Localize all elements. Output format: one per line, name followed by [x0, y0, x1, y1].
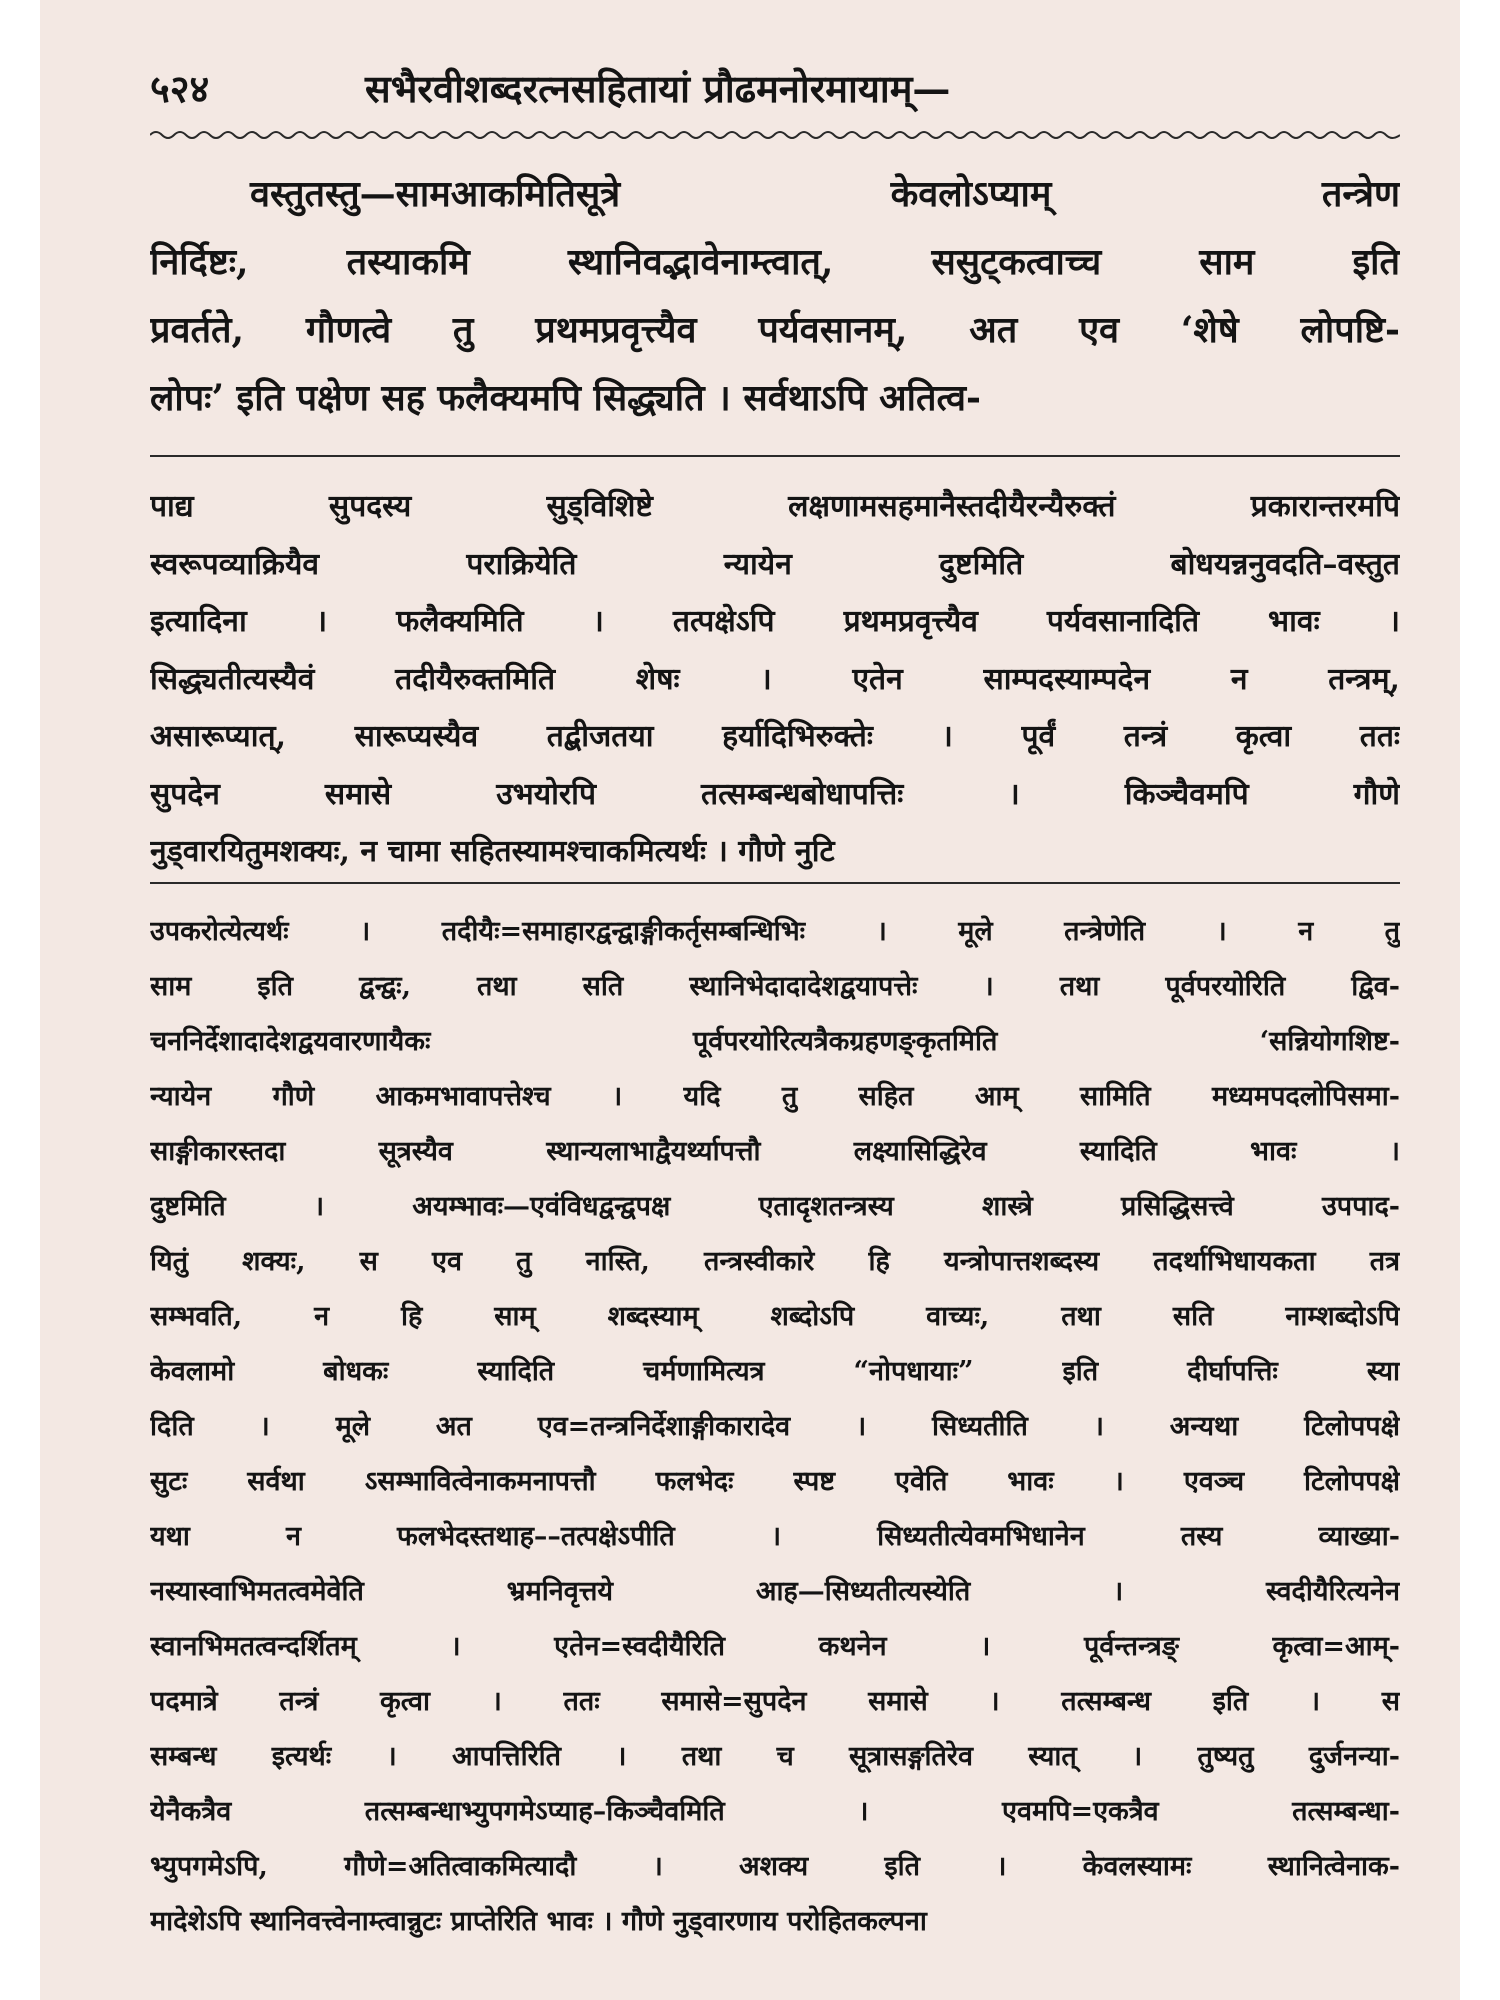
running-title: सभैरवीशब्दरत्नसहितायां प्रौढमनोरमायाम्— — [365, 66, 951, 111]
commentary-2-line: सम्भवति, न हि साम् शब्दस्याम् शब्दोऽपि वाच्यः, तथा सति नाम्शब्दोऽपि — [150, 1301, 1400, 1332]
commentary-1-line: पाद्य सुपदस्य सुड्विशिष्टे लक्षणामसहमानैस्तदीयैरन्यैरुक्तं प्रकारान्तरमपि — [150, 489, 1400, 524]
commentary-2-line: चननिर्देशादादेशद्वयवारणायैकः पूर्वपरयोरित्यत्रैकग्रहणङ्कृतमिति ‘सन्नियोगशिष्ट- — [150, 1026, 1400, 1057]
main-text-line: वस्तुतस्तु—सामआकमितिसूत्रे केवलोऽप्याम् तन्त्रेण — [250, 173, 1400, 215]
commentary-2-line: मादेशेऽपि स्थानिवत्त्वेनाम्त्वान्नुटः प्राप्तेरिति भावः । गौणे नुड्वारणाय परोहितकल्पना — [150, 1906, 927, 1937]
page-header — [150, 62, 1400, 122]
commentary-1-line: स्वरूपव्याक्रियैव पराक्रियेति न्यायेन दुष्टमिति बोधयन्ननुवदति–वस्तुत — [150, 546, 1400, 582]
commentary-2-line: न्यायेन गौणे आकमभावापत्तेश्च । यदि तु सहित आम् सामिति मध्यमपदलोपिसमा- — [150, 1081, 1400, 1112]
commentary-1-line: असारूप्यात्, सारूप्यस्यैव तद्बीजतया हर्यादिभिरुक्तेः । पूर्वं तन्त्रं कृत्वा ततः — [150, 719, 1400, 754]
book-page — [40, 0, 1460, 2000]
wavy-divider — [150, 128, 1400, 142]
commentary-2-line: स्वानभिमतत्वन्दर्शितम् । एतेन=स्वदीयैरिति कथनेन । पूर्वन्तन्त्रङ् कृत्वा=आम्- — [150, 1631, 1400, 1662]
commentary-1-line: सुपदेन समासे उभयोरपि तत्सम्बन्धबोधापत्तिः । किञ्चैवमपि गौणे — [150, 776, 1400, 812]
commentary-block-2 — [150, 904, 1400, 1949]
commentary-1-line: इत्यादिना । फलैक्यमिति । तत्पक्षेऽपि प्रथमप्रवृत्त्यैव पर्यवसानादिति भावः । — [150, 604, 1400, 639]
commentary-2-line: सुटः सर्वथा ऽसम्भावित्वेनाकमनापत्तौ फलभेदः स्पष्ट एवेति भावः । एवञ्च टिलोपपक्षे — [150, 1466, 1400, 1497]
section-divider — [150, 882, 1400, 884]
commentary-2-line: सम्बन्ध इत्यर्थः । आपत्तिरिति । तथा च सूत्रासङ्गतिरेव स्यात् । तुष्यतु दुर्जनन्या- — [150, 1741, 1400, 1772]
commentary-2-line: पदमात्रे तन्त्रं कृत्वा । ततः समासे=सुपदेन समासे । तत्सम्बन्ध इति । स — [150, 1686, 1400, 1717]
commentary-2-line: दुष्टमिति । अयम्भावः—एवंविधद्वन्द्वपक्ष एतादृशतन्त्रस्य शास्त्रे प्रसिद्धिसत्त्वे उपपाद- — [150, 1191, 1400, 1222]
main-text-line: निर्दिष्टः, तस्याकमि स्थानिवद्भावेनाम्त्वात्, ससुट्कत्वाच्च साम इति — [150, 241, 1400, 283]
commentary-2-line: साङ्गीकारस्तदा सूत्रस्यैव स्थान्यलाभाद्वैयर्थ्यापत्तौ लक्ष्यासिद्धिरेव स्यादिति भावः । — [150, 1136, 1400, 1167]
commentary-2-line: उपकरोत्येत्यर्थः । तदीयैः=समाहारद्वन्द्वाङ्गीकर्तृसम्बन्धिभिः । मूले तन्त्रेणेति । न तु — [150, 916, 1400, 947]
commentary-1-line: सिद्ध्यतीत्यस्यैवं तदीयैरुक्तमिति शेषः । एतेन साम्पदस्याम्पदेन न तन्त्रम्, — [150, 661, 1400, 697]
main-text — [150, 160, 1400, 432]
commentary-2-line: केवलामो बोधकः स्यादिति चर्मणामित्यत्र “नोपधायाः” इति दीर्घापत्तिः स्या — [150, 1356, 1400, 1387]
main-text-line: प्रवर्तते, गौणत्वे तु प्रथमप्रवृत्त्यैव पर्यवसानम्, अत एव ‘शेषे लोपष्टि- — [150, 309, 1400, 351]
commentary-2-line: दिति । मूले अत एव=तन्त्रनिर्देशाङ्गीकारादेव । सिध्यतीति । अन्यथा टिलोपपक्षे — [150, 1411, 1400, 1442]
commentary-2-line: येनैकत्रैव तत्सम्बन्धाभ्युपगमेऽप्याह–किञ्चैवमिति । एवमपि=एकत्रैव तत्सम्बन्धा- — [150, 1796, 1400, 1827]
commentary-2-line: यथा न फलभेदस्तथाह––तत्पक्षेऽपीति । सिध्यतीत्येवमभिधानेन तस्य व्याख्या- — [150, 1521, 1400, 1552]
commentary-2-line: यितुं शक्यः, स एव तु नास्ति, तन्त्रस्वीकारे हि यन्त्रोपात्तशब्दस्य तदर्थाभिधायकता तत्र — [150, 1246, 1400, 1277]
page-number: ५२४ — [150, 66, 210, 111]
main-text-line: लोपः’ इति पक्षेण सह फलैक्यमपि सिद्ध्यति । सर्वथाऽपि अतित्व- — [150, 377, 982, 419]
commentary-2-line: भ्युपगमेऽपि, गौणे=अतित्वाकमित्यादौ । अशक्य इति । केवलस्यामः स्थानित्वेनाक- — [150, 1851, 1400, 1882]
section-divider — [150, 455, 1400, 457]
commentary-1-line: नुड्वारयितुमशक्यः, न चामा सहितस्यामश्चाकमित्यर्थः । गौणे नुटि — [150, 834, 835, 869]
commentary-2-line: नस्यास्वाभिमतत्वमेवेति भ्रमनिवृत्तये आह—सिध्यतीत्यस्येति । स्वदीयैरित्यनेन — [150, 1576, 1400, 1607]
commentary-block-1 — [150, 478, 1400, 881]
commentary-2-line: साम इति द्वन्द्वः, तथा सति स्थानिभेदादादेशद्वयापत्तेः । तथा पूर्वपरयोरिति द्विव- — [150, 971, 1400, 1002]
